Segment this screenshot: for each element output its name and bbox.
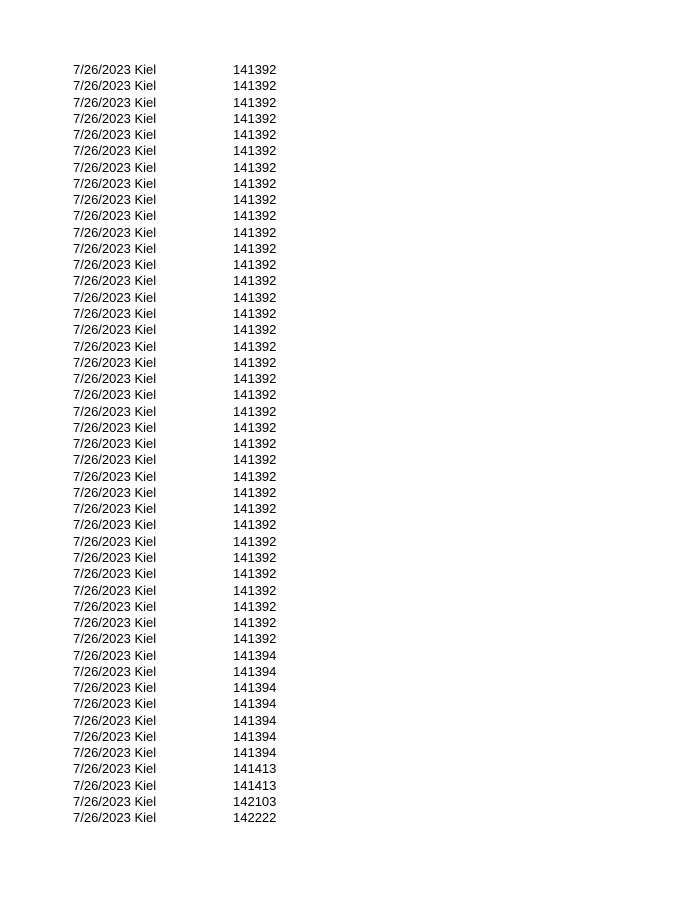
record-city: Kiel xyxy=(134,273,157,289)
record-date: 7/26/2023 xyxy=(73,322,131,338)
record-city: Kiel xyxy=(134,663,157,679)
record-date-city xyxy=(73,355,233,371)
record-date: 7/26/2023 xyxy=(73,566,131,582)
record-date-city xyxy=(73,664,233,680)
record-city: Kiel xyxy=(134,305,157,321)
record-value: 141392 xyxy=(233,289,277,305)
record-date-city xyxy=(73,176,233,192)
record-city: Kiel xyxy=(134,175,157,191)
record-row xyxy=(73,160,276,176)
record-date: 7/26/2023 xyxy=(73,501,131,517)
record-value: 141392 xyxy=(233,62,277,77)
record-value: 141392 xyxy=(233,175,277,191)
record-city: Kiel xyxy=(134,159,157,175)
record-date: 7/26/2023 xyxy=(73,192,131,208)
record-city: Kiel xyxy=(134,647,157,663)
record-date-city xyxy=(73,469,233,485)
record-date-city xyxy=(73,631,233,647)
record-row xyxy=(73,78,276,94)
record-row xyxy=(73,778,276,794)
record-value: 141392 xyxy=(233,354,277,370)
record-value: 141394 xyxy=(233,728,277,744)
record-row xyxy=(73,501,276,517)
record-value: 141392 xyxy=(233,452,277,468)
record-date: 7/26/2023 xyxy=(73,777,131,793)
record-row xyxy=(73,648,276,664)
record-row xyxy=(73,143,276,159)
record-date: 7/26/2023 xyxy=(73,257,131,273)
record-date: 7/26/2023 xyxy=(73,549,131,565)
record-city: Kiel xyxy=(134,403,157,419)
record-date-city xyxy=(73,713,233,729)
record-date-city xyxy=(73,241,233,257)
record-value: 141392 xyxy=(233,566,277,582)
record-row xyxy=(73,713,276,729)
record-row xyxy=(73,257,276,273)
record-city: Kiel xyxy=(134,745,157,761)
record-date: 7/26/2023 xyxy=(73,289,131,305)
record-date-city xyxy=(73,95,233,111)
record-city: Kiel xyxy=(134,322,157,338)
record-value: 141392 xyxy=(233,143,277,159)
record-city: Kiel xyxy=(134,419,157,435)
record-date: 7/26/2023 xyxy=(73,403,131,419)
record-value: 141392 xyxy=(233,549,277,565)
record-city: Kiel xyxy=(134,192,157,208)
record-date-city xyxy=(73,62,233,78)
record-row xyxy=(73,241,276,257)
record-city: Kiel xyxy=(134,78,157,94)
record-date-city xyxy=(73,583,233,599)
record-date-city xyxy=(73,566,233,582)
record-value: 141392 xyxy=(233,436,277,452)
record-date: 7/26/2023 xyxy=(73,78,131,94)
record-value: 141392 xyxy=(233,371,277,387)
record-date: 7/26/2023 xyxy=(73,143,131,159)
record-date: 7/26/2023 xyxy=(73,175,131,191)
record-date-city xyxy=(73,160,233,176)
record-row xyxy=(73,469,276,485)
record-date-city xyxy=(73,534,233,550)
record-date: 7/26/2023 xyxy=(73,582,131,598)
record-row xyxy=(73,273,276,289)
record-row xyxy=(73,176,276,192)
record-date: 7/26/2023 xyxy=(73,94,131,110)
record-city: Kiel xyxy=(134,582,157,598)
record-row xyxy=(73,225,276,241)
record-row xyxy=(73,794,276,810)
record-row xyxy=(73,62,276,78)
record-city: Kiel xyxy=(134,452,157,468)
record-city: Kiel xyxy=(134,110,157,126)
record-date: 7/26/2023 xyxy=(73,159,131,175)
record-value: 141392 xyxy=(233,582,277,598)
record-value: 141413 xyxy=(233,777,277,793)
record-value: 141392 xyxy=(233,78,277,94)
record-date: 7/26/2023 xyxy=(73,517,131,533)
record-city: Kiel xyxy=(134,810,157,826)
record-city: Kiel xyxy=(134,224,157,240)
record-date-city xyxy=(73,485,233,501)
record-value: 141394 xyxy=(233,663,277,679)
record-date: 7/26/2023 xyxy=(73,305,131,321)
record-row xyxy=(73,485,276,501)
record-value: 141392 xyxy=(233,501,277,517)
record-date-city xyxy=(73,257,233,273)
record-date-city xyxy=(73,387,233,403)
record-date-city xyxy=(73,127,233,143)
record-city: Kiel xyxy=(134,777,157,793)
record-row xyxy=(73,95,276,111)
record-city: Kiel xyxy=(134,240,157,256)
record-date-city xyxy=(73,306,233,322)
record-date-city xyxy=(73,273,233,289)
record-date-city xyxy=(73,501,233,517)
record-date: 7/26/2023 xyxy=(73,62,131,77)
record-row xyxy=(73,111,276,127)
record-date: 7/26/2023 xyxy=(73,110,131,126)
record-value: 141394 xyxy=(233,647,277,663)
record-city: Kiel xyxy=(134,94,157,110)
record-row xyxy=(73,404,276,420)
record-row xyxy=(73,322,276,338)
record-row xyxy=(73,615,276,631)
record-city: Kiel xyxy=(134,631,157,647)
record-date-city xyxy=(73,778,233,794)
record-city: Kiel xyxy=(134,615,157,631)
record-date: 7/26/2023 xyxy=(73,728,131,744)
record-city: Kiel xyxy=(134,680,157,696)
record-value: 141392 xyxy=(233,419,277,435)
record-date: 7/26/2023 xyxy=(73,712,131,728)
record-value: 141392 xyxy=(233,94,277,110)
record-row xyxy=(73,452,276,468)
record-date-city xyxy=(73,550,233,566)
record-date: 7/26/2023 xyxy=(73,484,131,500)
record-date-city xyxy=(73,371,233,387)
record-date: 7/26/2023 xyxy=(73,436,131,452)
record-value: 141392 xyxy=(233,208,277,224)
record-date-city xyxy=(73,78,233,94)
record-value: 141392 xyxy=(233,615,277,631)
record-date-city xyxy=(73,404,233,420)
record-date: 7/26/2023 xyxy=(73,680,131,696)
record-value: 141394 xyxy=(233,745,277,761)
record-value: 141392 xyxy=(233,387,277,403)
record-date-city xyxy=(73,225,233,241)
record-row xyxy=(73,696,276,712)
record-value: 141413 xyxy=(233,761,277,777)
record-row xyxy=(73,761,276,777)
record-date: 7/26/2023 xyxy=(73,533,131,549)
record-value: 141392 xyxy=(233,533,277,549)
record-date-city xyxy=(73,648,233,664)
record-date: 7/26/2023 xyxy=(73,273,131,289)
record-date: 7/26/2023 xyxy=(73,663,131,679)
record-value: 141392 xyxy=(233,110,277,126)
record-city: Kiel xyxy=(134,208,157,224)
record-date: 7/26/2023 xyxy=(73,419,131,435)
record-row xyxy=(73,355,276,371)
record-date: 7/26/2023 xyxy=(73,810,131,826)
record-date: 7/26/2023 xyxy=(73,338,131,354)
record-date-city xyxy=(73,810,233,826)
record-row xyxy=(73,208,276,224)
record-value: 141392 xyxy=(233,484,277,500)
record-date: 7/26/2023 xyxy=(73,127,131,143)
record-row xyxy=(73,810,276,826)
record-city: Kiel xyxy=(134,468,157,484)
record-value: 142222 xyxy=(233,810,277,826)
record-row xyxy=(73,599,276,615)
record-date: 7/26/2023 xyxy=(73,696,131,712)
record-date-city xyxy=(73,143,233,159)
record-value: 141392 xyxy=(233,631,277,647)
record-value: 141392 xyxy=(233,192,277,208)
record-date-city xyxy=(73,339,233,355)
record-city: Kiel xyxy=(134,501,157,517)
record-value: 141394 xyxy=(233,680,277,696)
record-date: 7/26/2023 xyxy=(73,598,131,614)
record-date-city xyxy=(73,290,233,306)
record-date-city xyxy=(73,452,233,468)
record-city: Kiel xyxy=(134,484,157,500)
record-date: 7/26/2023 xyxy=(73,631,131,647)
record-row xyxy=(73,566,276,582)
record-city: Kiel xyxy=(134,387,157,403)
record-date: 7/26/2023 xyxy=(73,793,131,809)
record-date-city xyxy=(73,436,233,452)
record-value: 141392 xyxy=(233,598,277,614)
record-row xyxy=(73,664,276,680)
record-value: 141392 xyxy=(233,127,277,143)
record-city: Kiel xyxy=(134,289,157,305)
record-date-city xyxy=(73,322,233,338)
record-date: 7/26/2023 xyxy=(73,387,131,403)
record-city: Kiel xyxy=(134,371,157,387)
record-city: Kiel xyxy=(134,127,157,143)
record-date-city xyxy=(73,111,233,127)
record-row xyxy=(73,306,276,322)
record-city: Kiel xyxy=(134,761,157,777)
record-date: 7/26/2023 xyxy=(73,208,131,224)
record-row xyxy=(73,339,276,355)
record-city: Kiel xyxy=(134,533,157,549)
record-date-city xyxy=(73,517,233,533)
record-city: Kiel xyxy=(134,143,157,159)
record-city: Kiel xyxy=(134,517,157,533)
record-row xyxy=(73,387,276,403)
record-date: 7/26/2023 xyxy=(73,354,131,370)
record-row xyxy=(73,127,276,143)
record-row xyxy=(73,631,276,647)
record-date-city xyxy=(73,615,233,631)
record-city: Kiel xyxy=(134,549,157,565)
record-date: 7/26/2023 xyxy=(73,647,131,663)
record-date-city xyxy=(73,599,233,615)
record-date: 7/26/2023 xyxy=(73,452,131,468)
record-date: 7/26/2023 xyxy=(73,224,131,240)
record-row xyxy=(73,534,276,550)
record-row xyxy=(73,371,276,387)
record-city: Kiel xyxy=(134,436,157,452)
record-value: 141392 xyxy=(233,403,277,419)
record-date-city xyxy=(73,192,233,208)
record-value: 141392 xyxy=(233,305,277,321)
record-list xyxy=(73,62,276,826)
record-date-city xyxy=(73,420,233,436)
record-row xyxy=(73,729,276,745)
record-city: Kiel xyxy=(134,62,157,77)
record-date-city xyxy=(73,794,233,810)
record-value: 141392 xyxy=(233,159,277,175)
record-value: 141392 xyxy=(233,517,277,533)
record-city: Kiel xyxy=(134,338,157,354)
record-value: 141392 xyxy=(233,257,277,273)
record-row xyxy=(73,550,276,566)
record-row xyxy=(73,436,276,452)
record-row xyxy=(73,583,276,599)
record-date: 7/26/2023 xyxy=(73,240,131,256)
record-city: Kiel xyxy=(134,696,157,712)
record-row xyxy=(73,290,276,306)
record-value: 141392 xyxy=(233,338,277,354)
record-value: 141394 xyxy=(233,712,277,728)
record-city: Kiel xyxy=(134,354,157,370)
record-date: 7/26/2023 xyxy=(73,745,131,761)
record-row xyxy=(73,420,276,436)
record-date-city xyxy=(73,761,233,777)
record-date-city xyxy=(73,745,233,761)
record-value: 141392 xyxy=(233,240,277,256)
record-date-city xyxy=(73,208,233,224)
record-value: 141392 xyxy=(233,224,277,240)
record-value: 141392 xyxy=(233,322,277,338)
record-date-city xyxy=(73,696,233,712)
record-date: 7/26/2023 xyxy=(73,371,131,387)
record-value: 141392 xyxy=(233,273,277,289)
record-value: 142103 xyxy=(233,793,277,809)
record-row xyxy=(73,192,276,208)
record-date: 7/26/2023 xyxy=(73,615,131,631)
record-city: Kiel xyxy=(134,728,157,744)
record-city: Kiel xyxy=(134,598,157,614)
record-row xyxy=(73,680,276,696)
record-city: Kiel xyxy=(134,793,157,809)
record-city: Kiel xyxy=(134,712,157,728)
record-date: 7/26/2023 xyxy=(73,468,131,484)
record-city: Kiel xyxy=(134,566,157,582)
record-row xyxy=(73,745,276,761)
record-city: Kiel xyxy=(134,257,157,273)
record-value: 141392 xyxy=(233,468,277,484)
record-date-city xyxy=(73,680,233,696)
record-row xyxy=(73,517,276,533)
record-value: 141394 xyxy=(233,696,277,712)
record-date: 7/26/2023 xyxy=(73,761,131,777)
record-date-city xyxy=(73,729,233,745)
